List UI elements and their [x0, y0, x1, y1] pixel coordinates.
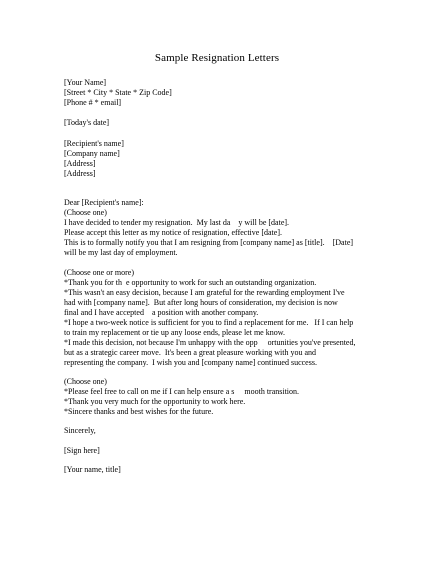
sender-address: [Street * City * State * Zip Code]	[64, 88, 172, 97]
sender-name: [Your Name]	[64, 78, 107, 87]
recipient-address-2: [Address]	[64, 169, 96, 178]
section1-line: This is to formally notify you that I am resigning from [company name] as [title]. [Date]	[64, 238, 354, 247]
section3-line: (Choose one)	[64, 377, 107, 386]
recipient-company: [Company name]	[64, 149, 120, 158]
section2-line: (Choose one or more)	[64, 268, 134, 277]
section1-line: Please accept this letter as my notice of resignation, effective [date].	[64, 228, 282, 237]
name-title: [Your name, title]	[64, 465, 121, 474]
section1-line: I have decided to tender my resignation. My last da y will be [date].	[64, 218, 290, 227]
section2-line: *Thank you for th e opportunity to work for such an outstanding organization.	[64, 278, 317, 287]
letter-date: [Today's date]	[64, 118, 110, 127]
section2-line: representing the company. I wish you and [company name] continued success.	[64, 358, 317, 367]
salutation: Dear [Recipient's name]:	[64, 198, 144, 207]
document-title: Sample Resignation Letters	[154, 52, 280, 64]
signature: [Sign here]	[64, 446, 100, 455]
section2-line: but as a strategic career move. It's been a great pleasure working with you and	[64, 348, 317, 357]
sender-contact: [Phone # * email]	[64, 98, 122, 107]
section2-line: final and I have accepted a position with another company.	[64, 308, 259, 317]
section1-line: (Choose one)	[64, 208, 107, 217]
recipient-address-1: [Address]	[64, 159, 96, 168]
section2-line: to train my replacement or tie up any loose ends, please let me know.	[64, 328, 285, 337]
section1-line: will be my last day of employment.	[64, 248, 178, 257]
recipient-name: [Recipient's name]	[64, 139, 124, 148]
section3-line: *Please feel free to call on me if I can help ensure a s mooth transition.	[64, 387, 300, 396]
section2-line: *This wasn't an easy decision, because I am grateful for the rewarding employment I've	[64, 288, 345, 297]
section2-line: had with [company name]. But after long hours of consideration, my decision is now	[64, 298, 338, 307]
section2-line: *I made this decision, not because I'm unhappy with the opp ortunities you've presented,	[64, 338, 356, 347]
section2-line: *I hope a two-week notice is sufficient for you to find a replacement for me. If I can help	[64, 318, 354, 327]
closing: Sincerely,	[64, 426, 96, 435]
section3-line: *Thank you very much for the opportunity to work here.	[64, 397, 246, 406]
section3-line: *Sincere thanks and best wishes for the future.	[64, 407, 214, 416]
